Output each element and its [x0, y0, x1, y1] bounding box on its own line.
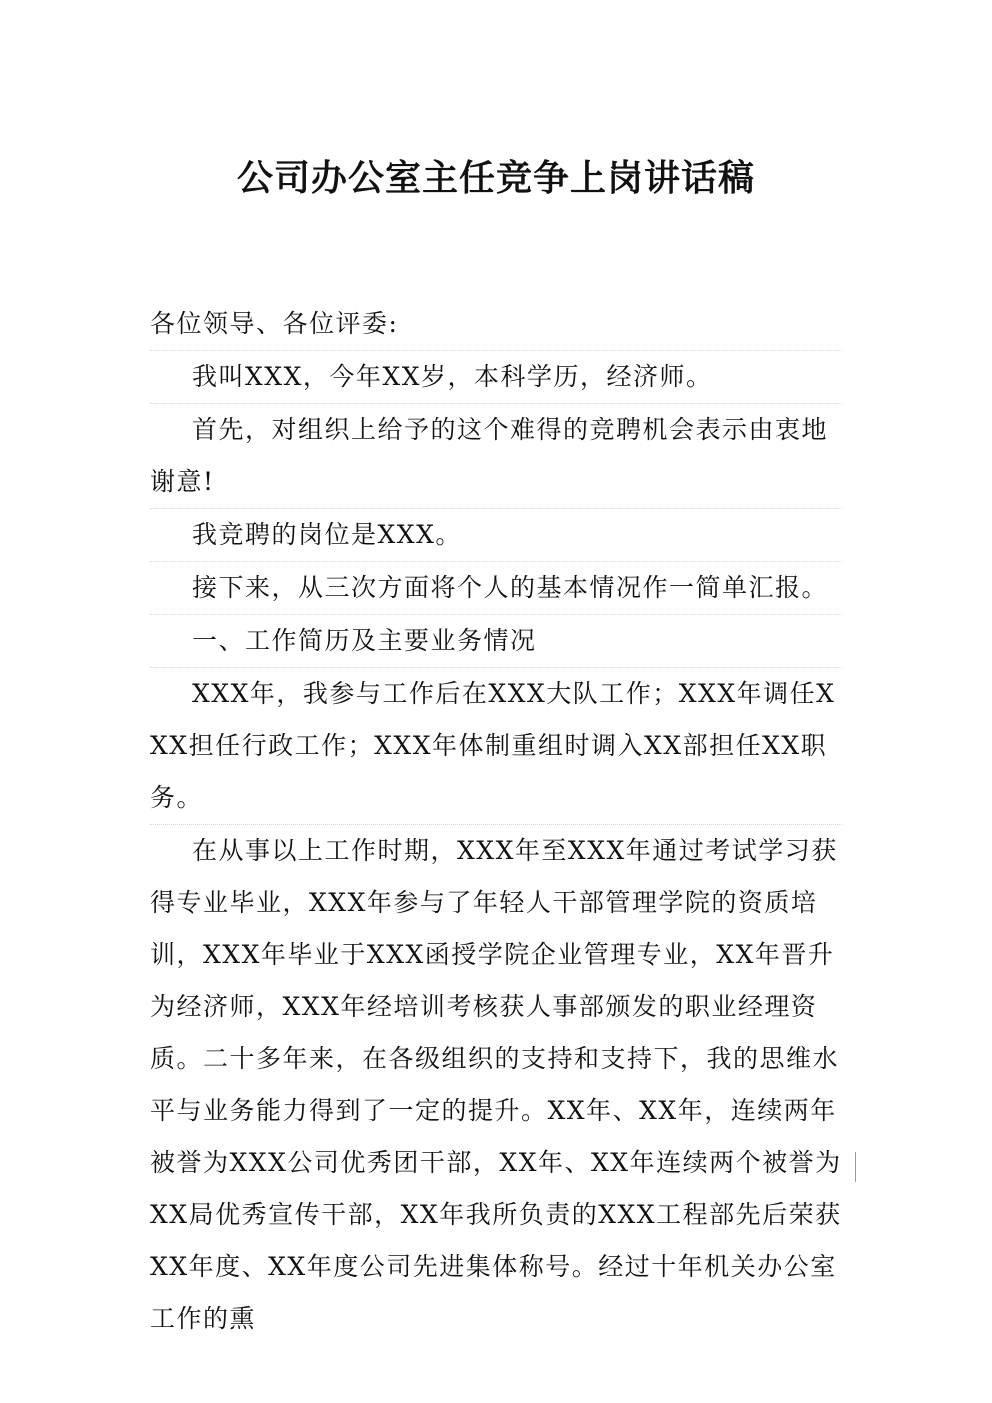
- margin-marker: [855, 1152, 856, 1182]
- document-title: 公司办公室主任竞争上岗讲话稿: [236, 157, 755, 199]
- paragraph: 首先，对组织上给予的这个难得的竞聘机会表示由衷地谢意!: [150, 404, 842, 509]
- paragraph: 我竞聘的岗位是XXX。: [150, 509, 842, 562]
- paragraph: 接下来，从三次方面将个人的基本情况作一简单汇报。: [150, 562, 842, 615]
- salutation: 各位领导、各位评委:: [150, 298, 842, 351]
- document-body: [150, 298, 842, 1345]
- paragraph: 我叫XXX，今年XX岁，本科学历，经济师。: [150, 351, 842, 404]
- paragraph: 在从事以上工作时期，XXX年至XXX年通过考试学习获得专业毕业，XXX年参与了年轻人干部管理学院的资质培训，XXX年毕业于XXX函授学院企业管理专业，XX年晋升为经济师，XXX年经培训考核获人事部颁发的职业经理资质。二十多年来，在各级组织的支持和支持下，我的思维水平与业务能力得到了一定的提升。XX年、XX年，连续两年被誉为XXX公司优秀团干部，XX年、XX年连续两个被誉为XX局优秀宣传干部，XX年我所负责的XXX工程部先后荣获XX年度、XX年度公司先进集体称号。经过十年机关办公室工作的熏: [150, 836, 842, 1333]
- section-heading: 一、工作简历及主要业务情况: [150, 615, 842, 668]
- paragraph: XXX年，我参与工作后在XXX大队工作；XXX年调任XXX担任行政工作；XXX年体制重组时调入XX部担任XX职务。: [150, 668, 842, 825]
